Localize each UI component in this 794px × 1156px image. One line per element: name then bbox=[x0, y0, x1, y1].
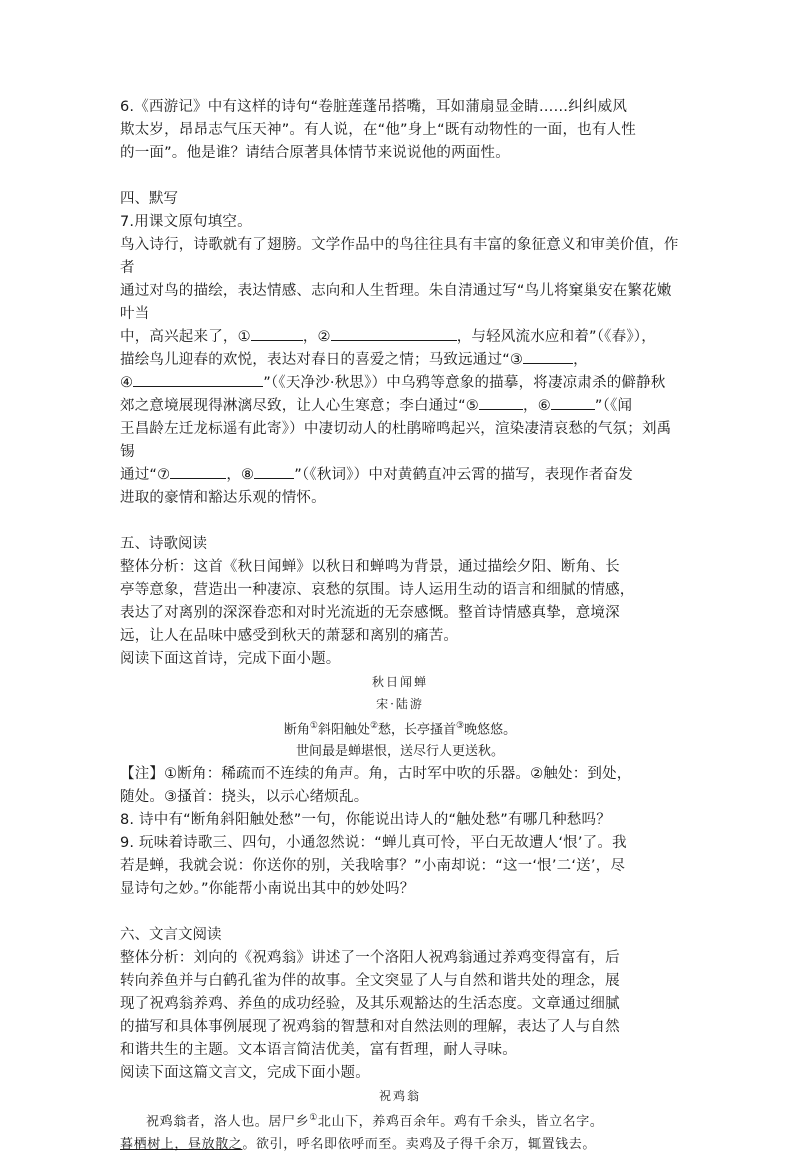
classical-text-line-2: 暮栖树上，昼放散之。欲引，呼名即依呼而至。卖鸡及子得千余万，辄置钱去。 bbox=[120, 1136, 597, 1152]
blank-3[interactable] bbox=[523, 349, 573, 364]
poem-title: 秋日闻蝉 bbox=[371, 675, 428, 689]
classical-title: 祝鸡翁 bbox=[378, 1089, 421, 1104]
poetry-instruction: 阅读下面这首诗，完成下面小题。 bbox=[120, 651, 341, 667]
poetry-analysis: 远，让人在品味中感受到秋天的萧瑟和离别的痛苦。 bbox=[120, 628, 459, 644]
poem-note: 随处。③搔首：挠头，以示心绪烦乱。 bbox=[120, 789, 369, 806]
q6-line: 欺太岁，昂昂志气压天神”。有人说，在“他”身上“既有动物性的一面，也有人性 bbox=[120, 122, 636, 138]
blank-4[interactable] bbox=[133, 372, 263, 387]
section-heading-classical: 六、文言文阅读 bbox=[120, 927, 222, 944]
question-9: 显诗句之妙。”你能帮小南说出其中的妙处吗？ bbox=[120, 881, 415, 898]
classical-analysis: 整体分析：刘向的《祝鸡翁》讲述了一个洛阳人祝鸡翁通过养鸡变得富有，后 bbox=[120, 950, 620, 967]
document-page bbox=[120, 96, 680, 1156]
q6-line: 的一面”。他是谁？请结合原著具体情节来说说他的两面性。 bbox=[120, 145, 510, 161]
blank-2[interactable] bbox=[331, 326, 457, 341]
blank-1[interactable] bbox=[251, 326, 303, 341]
classical-instruction: 阅读下面这篇文言文，完成下面小题。 bbox=[120, 1065, 370, 1082]
question-8: 8. 诗中有“断角斜阳触处愁”一句，你能说出诗人的“触处愁”有哪几种愁吗？ bbox=[120, 812, 611, 829]
poem-line-2: 世间最是蝉堪恨，送尽行人更送秋。 bbox=[295, 744, 504, 760]
q6-line: 6.《西游记》中有这样的诗句“卷脏莲蓬吊搭嘴，耳如蒲扇显金睛……纠纠威风 bbox=[120, 99, 628, 115]
question-9: 9. 玩味着诗歌三、四句，小通忽然说：“蝉儿真可怜，平白无故遭人‘恨’了。我 bbox=[120, 835, 627, 852]
poem-note: 【注】①断角：稀疏而不连续的角声。角，古时军中吹的乐器。②触处：到处， bbox=[120, 766, 632, 783]
blank-6[interactable] bbox=[551, 395, 595, 410]
classical-analysis: 的描写和具体事例展现了祝鸡翁的智慧和对自然法则的理解，表达了人与自然 bbox=[120, 1019, 620, 1036]
q7-text: 通过“⑦ ，⑧ ”（《秋词》）中对黄鹤直冲云霄的描写，表现作者奋发 bbox=[120, 464, 680, 487]
q7-text: 描绘鸟儿迎春的欢悦，表达对春日的喜爱之情；马致远通过“③ ， bbox=[120, 349, 680, 372]
q7-text: 通过对鸟的描绘，表达情感、志向和人生哲理。朱自清通过写“鸟儿将窠巢安在繁花嫩叶当 bbox=[120, 283, 672, 322]
q7-text: 鸟入诗行，诗歌就有了翅膀。文学作品中的鸟往往具有丰富的象征意义和审美价值，作者 bbox=[120, 237, 679, 276]
section-heading-dictation: 四、默写 bbox=[120, 191, 178, 207]
q7-text: 郊之意境展现得淋漓尽致，让人心生寒意；李白通过“⑤ ，⑥ ”（《闻 bbox=[120, 395, 680, 418]
poetry-analysis: 整体分析：这首《秋日闻蝉》以秋日和蝉鸣为背景，通过描绘夕阳、断角、长 bbox=[120, 559, 620, 575]
classical-analysis: 现了祝鸡翁养鸡、养鱼的成功经验，及其乐观豁达的生活态度。文章通过细腻 bbox=[120, 996, 620, 1013]
question-9: 若是蝉，我就会说：你送你的别，关我啥事？”小南却说：“这一‘恨’二‘送’，尽 bbox=[120, 858, 626, 875]
classical-analysis: 转向养鱼并与白鹤孔雀为伴的故事。全文突显了人与自然和谐共处的理念，展 bbox=[120, 973, 620, 990]
q7-text: 王昌龄左迁龙标遥有此寄》）中凄切动人的杜鹃啼鸣起兴，渲染凄清哀愁的气氛；刘禹锡 bbox=[120, 421, 672, 460]
poem-author: 宋·陆游 bbox=[376, 697, 424, 711]
q7-text: 中，高兴起来了，① ，② ，与轻风流水应和着”（《春》）， bbox=[120, 326, 680, 349]
poetry-analysis: 表达了对离别的深深眷恋和对时光流逝的无奈感慨。整首诗情感真挚，意境深 bbox=[120, 605, 620, 621]
section-heading-poetry: 五、诗歌阅读 bbox=[120, 536, 207, 552]
underlined-sentence: 暮栖树上，昼放散之 bbox=[120, 1136, 243, 1152]
q7-title: 7.用课文原句填空。 bbox=[120, 214, 252, 230]
classical-analysis: 和谐共生的主题。文本语言简洁优美，富有哲理，耐人寻味。 bbox=[120, 1042, 517, 1059]
blank-7[interactable] bbox=[170, 464, 226, 479]
poem-line-1: 断角①斜阳触处②愁，长亭搔首③晚悠悠。 bbox=[283, 721, 517, 738]
classical-text-line-1: 祝鸡翁者，洛人也。居尸乡①北山下，养鸡百余年。鸡有千余头，皆立名字。 bbox=[146, 1113, 604, 1130]
blank-8[interactable] bbox=[254, 464, 294, 479]
poetry-analysis: 亭等意象，营造出一种凄凉、哀愁的氛围。诗人运用生动的语言和细腻的情感， bbox=[120, 582, 635, 598]
q7-text: 进取的豪情和豁达乐观的情怀。 bbox=[120, 490, 326, 506]
blank-5[interactable] bbox=[479, 395, 523, 410]
q7-text: ④ ”（《天净沙·秋思》）中乌鸦等意象的描摹，将凄凉肃杀的僻静秋 bbox=[120, 372, 680, 395]
